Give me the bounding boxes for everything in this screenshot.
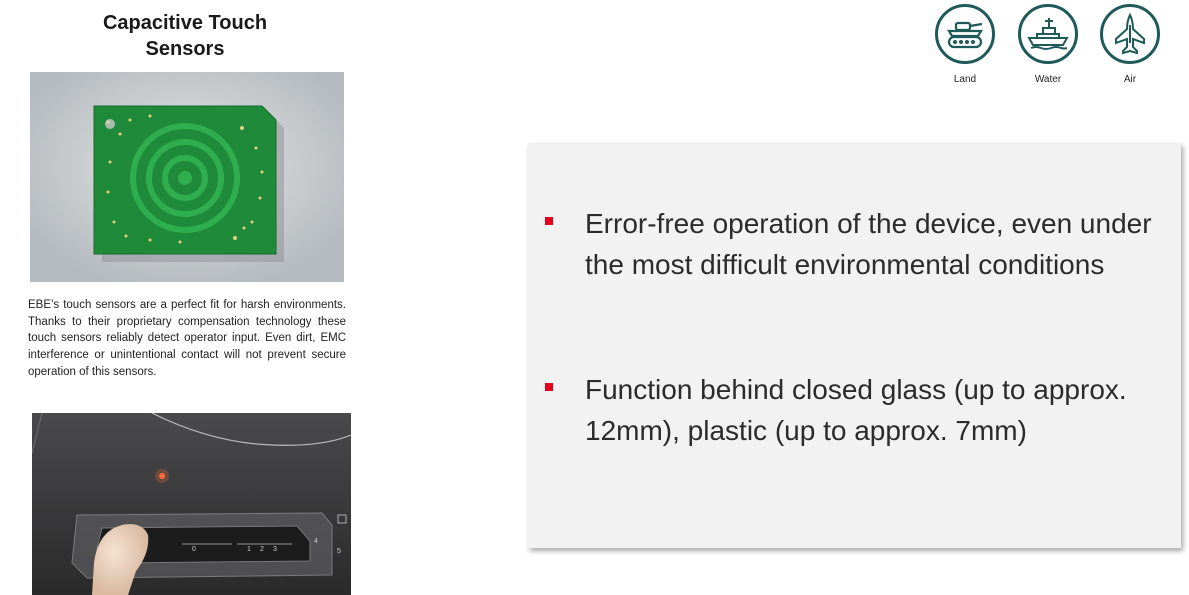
features-box bbox=[528, 143, 1181, 548]
ship-icon bbox=[1018, 4, 1078, 64]
domain-label-air: Air bbox=[1123, 74, 1137, 85]
bullet-text: Error-free operation of the device, even under the most difficult environmental conditions bbox=[585, 208, 1152, 280]
sensor-description: EBE’s touch sensors are a perfect fit for harsh environments. Thanks to their proprietary compensation technology these touch sensors reliably detect operator input. Even dirt, EMC interference or unintentional contact will not prevent secure operation of this sensors. bbox=[28, 299, 346, 378]
bullet-text: Function behind closed glass (up to approx. 12mm), plastic (up to approx. 7mm) bbox=[585, 374, 1127, 446]
domain-land bbox=[930, 4, 1000, 85]
scale-label-5: 5 bbox=[337, 548, 341, 555]
glass-touch-panel-photo bbox=[32, 413, 351, 595]
scale-label-3: 3 bbox=[273, 546, 277, 553]
bullet-marker-icon bbox=[545, 217, 553, 225]
tank-icon bbox=[935, 4, 995, 64]
pcb-sensor-photo bbox=[30, 72, 344, 282]
domain-label-water: Water bbox=[1034, 74, 1062, 85]
scale-label-2: 2 bbox=[260, 546, 264, 553]
domain-air bbox=[1095, 4, 1165, 85]
section-title: Capacitive Touch Sensors bbox=[102, 12, 268, 60]
domain-label-land: Land bbox=[953, 74, 977, 85]
domain-water bbox=[1013, 4, 1083, 85]
jet-icon bbox=[1100, 4, 1160, 64]
scale-label-1: 1 bbox=[247, 546, 251, 553]
scale-label-0: 0 bbox=[192, 546, 196, 553]
scale-label-4: 4 bbox=[314, 538, 318, 545]
bullet-marker-icon bbox=[545, 383, 553, 391]
domain-icons bbox=[930, 4, 1170, 94]
